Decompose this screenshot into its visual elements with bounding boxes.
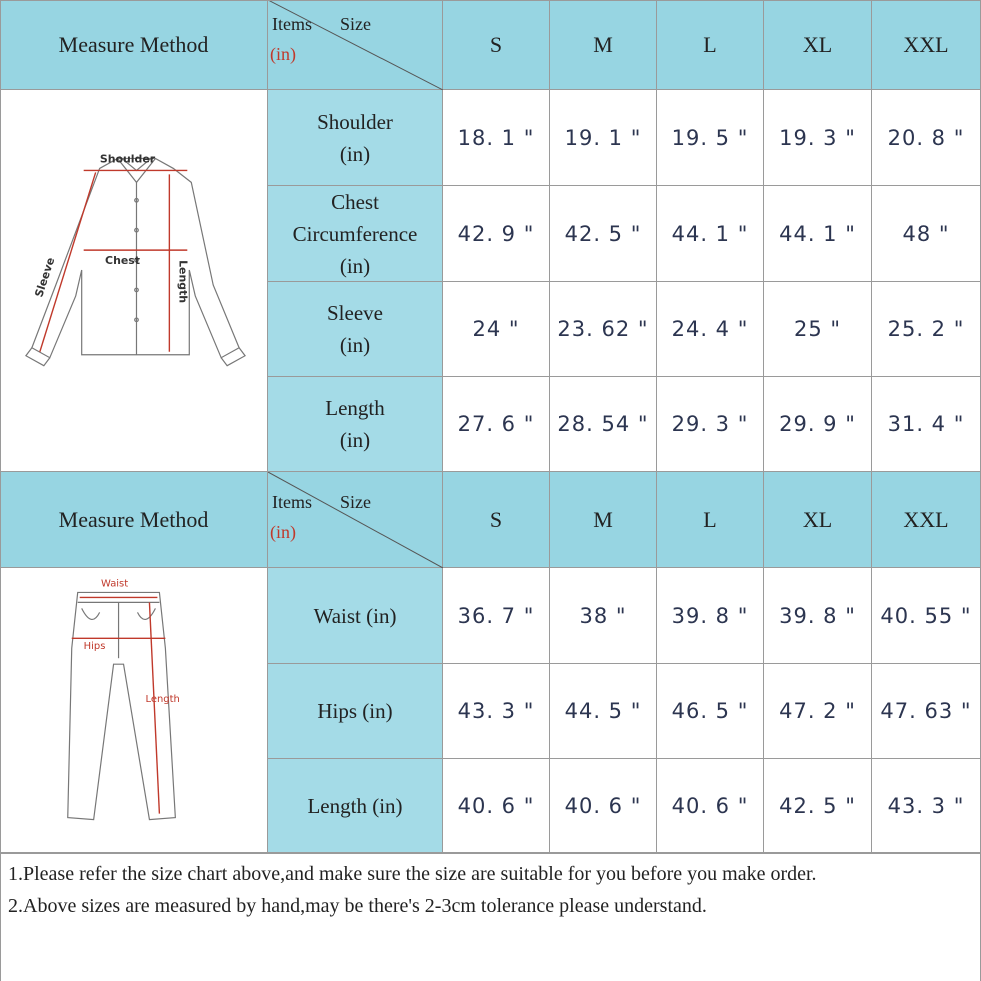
value-cell: 25. 2 " <box>872 282 981 377</box>
notes-section <box>0 853 981 981</box>
value-cell: 23. 62 " <box>550 282 657 377</box>
size-text: L <box>703 31 717 57</box>
pants-diagram <box>0 568 268 853</box>
measure-method-header <box>0 0 268 90</box>
shirt-icon <box>0 90 267 472</box>
value-cell: 40. 6 " <box>657 759 764 853</box>
value-cell: 36. 7 " <box>443 568 550 664</box>
corner-diagonal <box>268 472 443 568</box>
value-cell: 44. 5 " <box>550 664 657 759</box>
value-cell: 31. 4 " <box>872 377 981 472</box>
shirt-diagram <box>0 90 268 472</box>
value-cell: 47. 63 " <box>872 664 981 759</box>
size-text: M <box>593 31 613 57</box>
note-1: 1.Please refer the size chart above,and make sure the size are suitable for you before you make order. <box>8 863 817 885</box>
value-cell: 42. 5 " <box>764 759 872 853</box>
value-cell: 43. 3 " <box>443 664 550 759</box>
measure-method-text: Measure Method <box>58 31 209 57</box>
size-text: XL <box>802 506 833 532</box>
size-header-l <box>657 0 764 90</box>
value-cell: 24. 4 " <box>657 282 764 377</box>
value-cell: 44. 1 " <box>764 186 872 282</box>
hips-diagram-label: Hips <box>83 640 106 652</box>
value-cell: 40. 6 " <box>550 759 657 853</box>
value-cell: 42. 9 " <box>443 186 550 282</box>
size-text: XL <box>802 31 833 57</box>
value-cell: 46. 5 " <box>657 664 764 759</box>
value-cell: 25 " <box>764 282 872 377</box>
value-cell: 47. 2 " <box>764 664 872 759</box>
items-label: Items <box>272 14 312 34</box>
length-diagram-label: Length <box>145 693 180 705</box>
size-header-xxl <box>872 472 981 568</box>
size-text: M <box>593 506 613 532</box>
value-cell: 42. 5 " <box>550 186 657 282</box>
waist-diagram-label: Waist <box>100 577 129 589</box>
value-cell: 24 " <box>443 282 550 377</box>
value-cell: 40. 6 " <box>443 759 550 853</box>
pants-icon <box>0 568 267 853</box>
value-cell: 29. 3 " <box>657 377 764 472</box>
size-label: Size <box>340 492 371 512</box>
unit-label: (in) <box>270 44 296 64</box>
value-cell: 43. 3 " <box>872 759 981 853</box>
value-cell: 48 " <box>872 186 981 282</box>
value-cell: 19. 3 " <box>764 90 872 186</box>
measure-method-header <box>0 472 268 568</box>
value-cell: 44. 1 " <box>657 186 764 282</box>
row-label-sleeve: Sleeve (in) <box>268 282 443 377</box>
row-label-length: Length (in) <box>268 377 443 472</box>
size-text: XXL <box>903 31 949 57</box>
row-label-hips: Hips (in) <box>268 664 443 759</box>
size-header-xxl <box>872 0 981 90</box>
row-label-length: Length (in) <box>268 759 443 853</box>
measure-method-text: Measure Method <box>58 506 209 532</box>
value-cell: 38 " <box>550 568 657 664</box>
items-size-corner <box>268 0 443 90</box>
value-cell: 40. 55 " <box>872 568 981 664</box>
size-header-m <box>550 0 657 90</box>
items-label: Items <box>272 492 312 512</box>
note-2: 2.Above sizes are measured by hand,may be there's 2-3cm tolerance please understand. <box>8 895 707 917</box>
size-header-m <box>550 472 657 568</box>
size-text: S <box>489 506 503 532</box>
value-cell: 19. 5 " <box>657 90 764 186</box>
size-label: Size <box>340 14 371 34</box>
length-diagram-label: Length <box>176 259 190 303</box>
value-cell: 20. 8 " <box>872 90 981 186</box>
size-text: L <box>703 506 717 532</box>
row-label-shoulder: Shoulder (in) <box>268 90 443 186</box>
size-header-l <box>657 472 764 568</box>
value-cell: 19. 1 " <box>550 90 657 186</box>
sleeve-diagram-label: Sleeve <box>32 255 58 299</box>
size-header-s <box>443 472 550 568</box>
size-text: XXL <box>903 506 949 532</box>
value-cell: 27. 6 " <box>443 377 550 472</box>
value-cell: 39. 8 " <box>657 568 764 664</box>
value-cell: 39. 8 " <box>764 568 872 664</box>
row-label-waist: Waist (in) <box>268 568 443 664</box>
size-header-s <box>443 0 550 90</box>
size-header-xl <box>764 472 872 568</box>
shoulder-diagram-label: Shoulder <box>99 151 156 165</box>
value-cell: 18. 1 " <box>443 90 550 186</box>
unit-label: (in) <box>270 522 296 542</box>
size-header-xl <box>764 0 872 90</box>
size-text: S <box>489 31 503 57</box>
items-size-corner <box>268 472 443 568</box>
row-label-chest: Chest Circumference (in) <box>268 186 443 282</box>
value-cell: 29. 9 " <box>764 377 872 472</box>
chest-diagram-label: Chest <box>105 253 141 267</box>
value-cell: 28. 54 " <box>550 377 657 472</box>
